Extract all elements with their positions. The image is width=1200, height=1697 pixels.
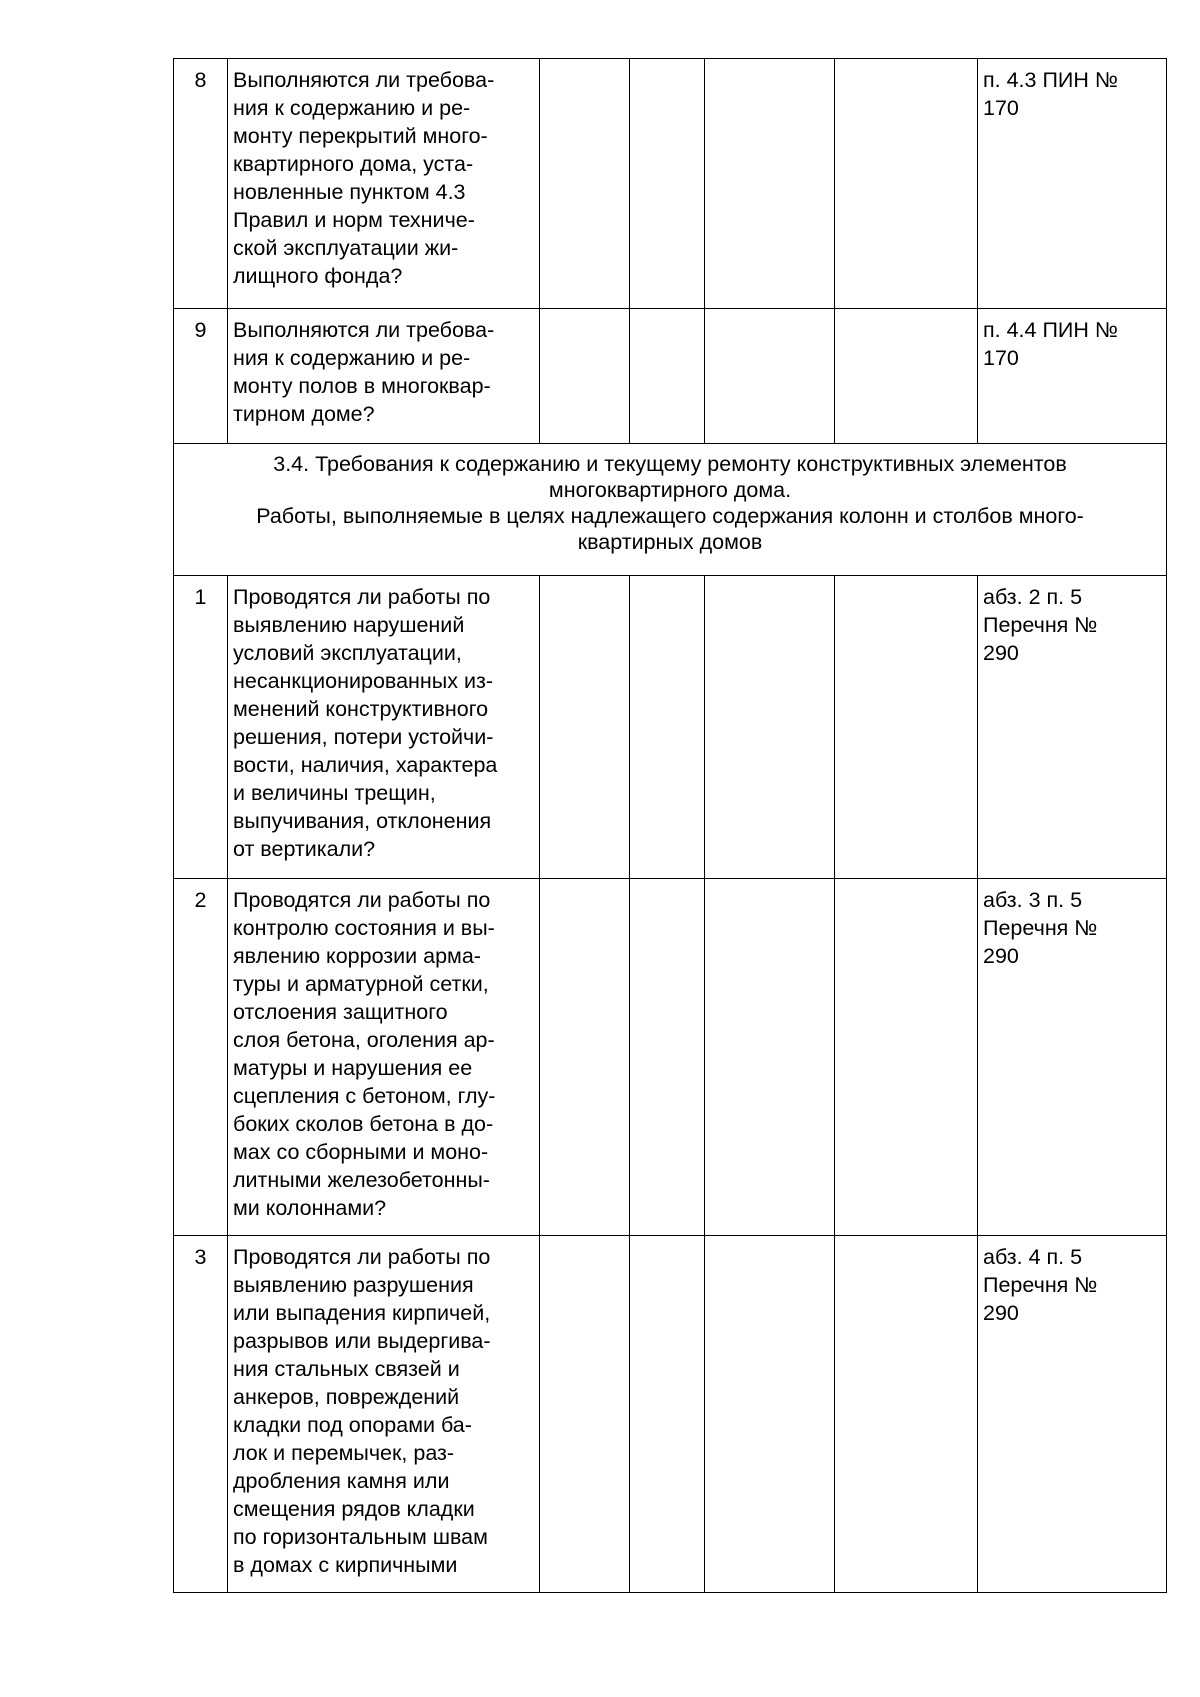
question-text: выявлению нарушений [233,613,465,637]
empty-cell [540,309,630,444]
question-text: боких сколов бетона в до- [233,1112,494,1136]
empty-cell [835,1236,978,1593]
question-text: несанкционированных из- [233,669,493,693]
question-text: Правил и норм техниче- [233,208,475,232]
empty-cell [835,309,978,444]
question-text: тирном доме? [233,402,375,426]
empty-cell [630,879,705,1236]
section-subtitle: Работы, выполняемые в целях надлежащего содержания колонн и столбов много- [256,504,1084,528]
reference-text: 170 [983,96,1019,120]
question-text: выявлению разрушения [233,1273,474,1297]
question-text: туры и арматурной сетки, [233,972,489,996]
question-text: ми колоннами? [233,1196,387,1220]
checklist-table [173,58,1167,1593]
table-row [174,59,1167,309]
question-text: анкеров, повреждений [233,1385,460,1409]
reference-cell [978,309,1167,444]
question-text: матуры и нарушения ее [233,1056,473,1080]
question-cell [228,576,540,879]
question-text: лищного фонда? [233,264,403,288]
empty-cell [630,1236,705,1593]
empty-cell [835,576,978,879]
empty-cell [835,879,978,1236]
question-text: разрывов или выдергива- [233,1329,491,1353]
empty-cell [540,1236,630,1593]
table-row [174,1236,1167,1593]
section-title: многоквартирного дома. [548,478,792,502]
reference-cell [978,1236,1167,1593]
reference-text: абз. 3 п. 5 [983,888,1083,912]
question-text: Проводятся ли работы по [233,1245,491,1269]
reference-cell [978,879,1167,1236]
reference-text: Перечня № [983,916,1098,940]
question-text: Проводятся ли работы по [233,585,491,609]
question-text: и величины трещин, [233,781,436,805]
reference-text: абз. 4 п. 5 [983,1245,1083,1269]
question-cell [228,879,540,1236]
question-cell [228,59,540,309]
question-text: монту полов в многоквар- [233,374,491,398]
question-text: менений конструктивного [233,697,489,721]
reference-text: 290 [983,944,1019,968]
question-text: Проводятся ли работы по [233,888,491,912]
question-text: новленные пунктом 4.3 [233,180,466,204]
table-row [174,309,1167,444]
reference-text: п. 4.3 ПИН № [983,68,1118,92]
reference-text: 170 [983,346,1019,370]
question-text: от вертикали? [233,837,376,861]
question-text: Выполняются ли требова- [233,318,495,342]
table-row [174,879,1167,1236]
question-text: литными железобетонны- [233,1168,490,1192]
question-cell [228,309,540,444]
question-text: выпучивания, отклонения [233,809,492,833]
empty-cell [705,576,835,879]
question-text: решения, потери устойчи- [233,725,494,749]
question-cell [228,1236,540,1593]
question-text: дробления камня или [233,1469,450,1493]
reference-text: Перечня № [983,1273,1098,1297]
empty-cell [540,59,630,309]
question-text: в домах с кирпичными [233,1553,458,1577]
question-text: кладки под опорами ба- [233,1413,472,1437]
question-text: смещения рядов кладки [233,1497,475,1521]
question-text: Выполняются ли требова- [233,68,495,92]
question-text: условий эксплуатации, [233,641,462,665]
question-text: ния к содержанию и ре- [233,96,471,120]
empty-cell [540,879,630,1236]
question-text: монту перекрытий много- [233,124,488,148]
question-text: слоя бетона, оголения ар- [233,1028,495,1052]
question-text: по горизонтальным швам [233,1525,488,1549]
row-number: 2 [174,879,228,1236]
empty-cell [705,59,835,309]
reference-cell [978,576,1167,879]
question-text: лок и перемычек, раз- [233,1441,455,1465]
question-text: квартирного дома, уста- [233,152,474,176]
question-text: ской эксплуатации жи- [233,236,459,260]
section-title: 3.4. Требования к содержанию и текущему ремонту конструктивных элементов [273,452,1067,476]
question-text: сцепления с бетоном, глу- [233,1084,496,1108]
empty-cell [630,576,705,879]
empty-cell [705,879,835,1236]
reference-text: п. 4.4 ПИН № [983,318,1118,342]
reference-text: абз. 2 п. 5 [983,585,1083,609]
empty-cell [630,59,705,309]
question-text: вости, наличия, характера [233,753,498,777]
empty-cell [540,576,630,879]
question-text: контролю состояния и вы- [233,916,495,940]
row-number: 3 [174,1236,228,1593]
reference-text: 290 [983,641,1019,665]
question-text: ния стальных связей и [233,1357,460,1381]
empty-cell [705,1236,835,1593]
reference-text: Перечня № [983,613,1098,637]
reference-text: 290 [983,1301,1019,1325]
row-number: 8 [174,59,228,309]
question-text: мах со сборными и моно- [233,1140,489,1164]
section-header-row [174,444,1167,576]
section-header [174,444,1167,576]
section-subtitle: квартирных домов [577,530,763,554]
question-text: отслоения защитного [233,1000,448,1024]
table-row [174,576,1167,879]
empty-cell [705,309,835,444]
row-number: 9 [174,309,228,444]
empty-cell [630,309,705,444]
row-number: 1 [174,576,228,879]
reference-cell [978,59,1167,309]
empty-cell [835,59,978,309]
question-text: ния к содержанию и ре- [233,346,471,370]
question-text: явлению коррозии арма- [233,944,481,968]
question-text: или выпадения кирпичей, [233,1301,491,1325]
